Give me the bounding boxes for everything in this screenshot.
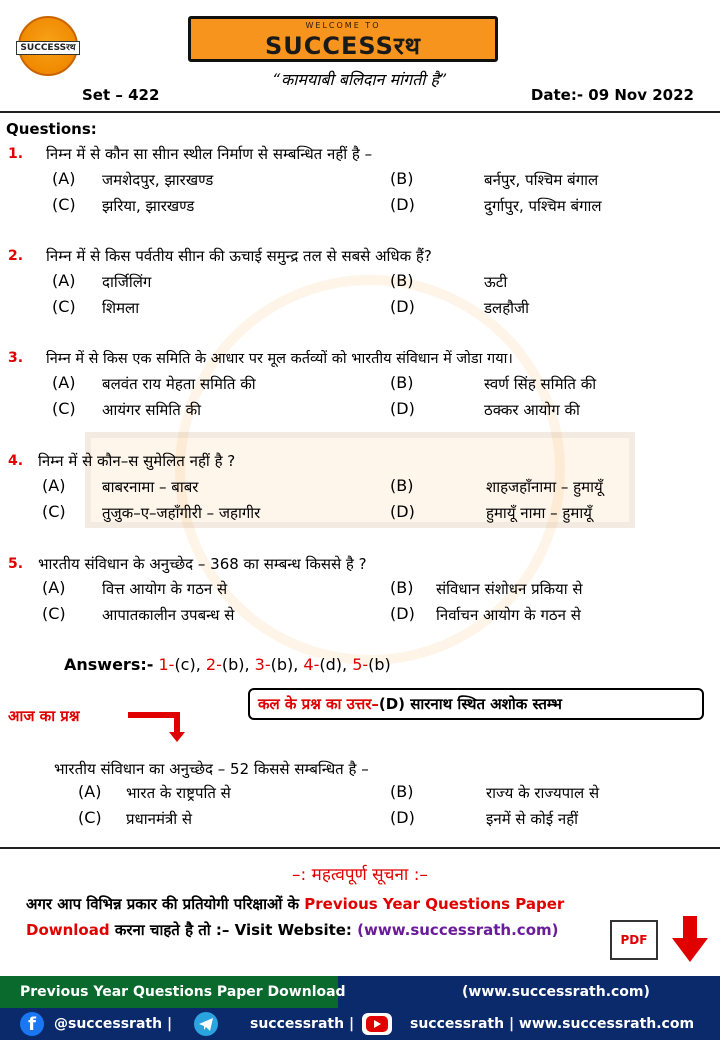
option-letter: (B) [390,373,414,392]
header-divider [0,111,720,113]
telegram-handle[interactable]: successrath | [250,1016,355,1032]
answer-number: 5- [352,655,369,674]
notice-divider [0,847,720,849]
question-text: भारतीय संविधान के अनुच्छेद – 368 का सम्बन्ध किससे है ? [38,555,367,573]
banner-welcome: WELCOME TO [305,21,381,30]
option-text: जमशेदपुर, झारखण्ड [102,171,214,189]
notice-text: अगर आप विभिन्न प्रकार की प्रतियोगी परिक्षाओं के [26,895,305,913]
successrath-logo [18,16,78,76]
brand-banner [188,16,498,62]
option-text: निर्वाचन आयोग के गठन से [436,606,581,624]
set-number: Set – 422 [82,86,160,104]
option-text: बर्नपुर, पश्चिम बंगाल [484,171,599,189]
option-letter: (D) [390,808,415,827]
youtube-handle[interactable]: successrath | www.successrath.com [410,1016,695,1032]
answer-number: 3- [254,655,271,674]
option-letter: (C) [78,808,102,827]
answer-number: 4- [303,655,320,674]
option-letter: (C) [42,502,66,521]
option-letter: (A) [52,271,76,290]
telegram-icon[interactable] [194,1012,218,1036]
option-text: इनमें से कोई नहीं [486,810,579,828]
question-text: निम्न में से किस एक समिति के आधार पर मूल कर्तव्यों को भारतीय संविधान में जोडा गया। [46,351,513,367]
option-letter: (C) [52,195,76,214]
question-text: निम्न में से किस पर्वतीय सीान की ऊचाई समुन्द्र तल से सबसे अधिक हैं? [46,247,432,265]
answer-value: (b), [270,655,304,674]
option-text: प्रधानमंत्री से [126,810,193,828]
option-letter: (B) [390,476,414,495]
arrow-icon-head [169,732,185,742]
facebook-handle[interactable]: @successrath | [54,1016,173,1032]
footer-social-bar [0,1008,720,1040]
question-text: निम्न में से कौन सा सीान स्थील निर्माण से सम्बन्धित नहीं है – [46,145,373,163]
answer-number: 1- [158,655,175,674]
answer-value: (b) [368,655,391,674]
option-text: बलवंत राय मेहता समिति की [102,375,256,393]
question-number: 4. [8,453,24,469]
option-letter: (B) [390,169,414,188]
option-text: संविधान संशोधन प्रकिया से [436,580,583,598]
option-letter: (C) [52,297,76,316]
option-text: वित्त आयोग के गठन से [102,580,228,598]
footer-website[interactable]: (www.successrath.com) [462,984,650,1000]
date: Date:- 09 Nov 2022 [530,86,694,104]
option-text: दार्जिलिंग [102,273,152,291]
footer-top-bar [0,976,720,1008]
option-text: भारत के राष्ट्रपति से [126,784,231,802]
option-letter: (D) [390,297,415,316]
pdf-icon[interactable]: PDF [610,920,658,960]
website-link[interactable]: (www.successrath.com) [357,921,559,939]
answers-line [64,655,391,674]
option-letter: (C) [42,604,66,623]
today-question-text: भारतीय संविधान का अनुच्छेद – 52 किससे सम्बन्धित है – [54,760,369,778]
answer-value: (c), [174,655,206,674]
option-letter: (A) [42,578,66,597]
notice-download: Download [26,921,110,939]
notice-highlight: Previous Year Questions Paper [304,895,565,913]
option-letter: (B) [390,271,414,290]
option-letter: (C) [52,399,76,418]
facebook-icon[interactable]: f [20,1012,44,1036]
option-letter: (D) [390,195,415,214]
answers-label: Answers:- [64,655,154,674]
logo-text: SUCCESSरथ [16,41,80,55]
option-text: हुमायूँ नामा – हुमायूँ [486,504,592,522]
option-text: स्वर्ण सिंह समिति की [484,375,597,393]
option-text: आयंगर समिति की [102,401,201,419]
arrow-icon-stem [174,712,180,734]
yesterday-answer-box [248,688,704,720]
option-letter: (B) [390,578,414,597]
option-text: दुर्गापुर, पश्चिम बंगाल [484,197,602,215]
option-text: आपातकालीन उपबन्ध से [102,606,235,624]
option-letter: (B) [390,782,414,801]
option-letter: (D) [390,399,415,418]
question-number: 5. [8,556,24,572]
option-text: ऊटी [484,273,508,291]
notice-line-1 [26,894,564,914]
option-letter: (A) [52,373,76,392]
question-number: 1. [8,146,24,162]
option-text: झरिया, झारखण्ड [102,197,195,215]
question-number: 3. [8,350,24,366]
option-letter: (A) [42,476,66,495]
today-question-label: आज का प्रश्न [8,707,80,725]
answer-value: (b), [221,655,255,674]
download-arrow-icon [670,916,710,964]
tagline: “कामयाबी बलिदान मांगती है” [272,70,448,89]
option-text: शाहजहाँनामा – हुमायूँ [486,478,603,496]
option-text: डलहौजी [484,299,530,317]
notice-text: करना चाहते है तो :– [109,921,235,939]
banner-brand: SUCCESSरथ [264,32,422,60]
yesterday-label: कल के प्रश्न का उत्तर– [258,695,379,713]
option-text: ठक्कर आयोग की [484,401,580,419]
notice-visit: Visit Website: [234,921,358,939]
footer-download-text[interactable]: Previous Year Questions Paper Download [20,984,346,1000]
notice-line-2 [26,920,559,940]
option-letter: (A) [78,782,102,801]
notice-title: –: महत्वपूर्ण सूचना :– [292,865,428,885]
yesterday-answer: (D) सारनाथ स्थित अशोक स्तम्भ [378,695,562,713]
arrow-icon [128,712,180,718]
option-letter: (A) [52,169,76,188]
option-text: राज्य के राज्यपाल से [486,784,600,802]
questions-heading: Questions: [6,120,97,138]
answer-value: (d), [319,655,353,674]
answer-number: 2- [205,655,222,674]
option-text: बाबरनामा – बाबर [102,478,199,496]
option-letter: (D) [390,502,415,521]
option-letter: (D) [390,604,415,623]
question-text: निम्न में से कौन–स सुमेलित नहीं है ? [38,452,236,470]
youtube-icon[interactable] [362,1013,392,1035]
question-number: 2. [8,248,24,264]
option-text: तुजुक–ए–जहाँगीरी – जहागीर [102,504,261,522]
option-text: शिमला [102,299,140,317]
